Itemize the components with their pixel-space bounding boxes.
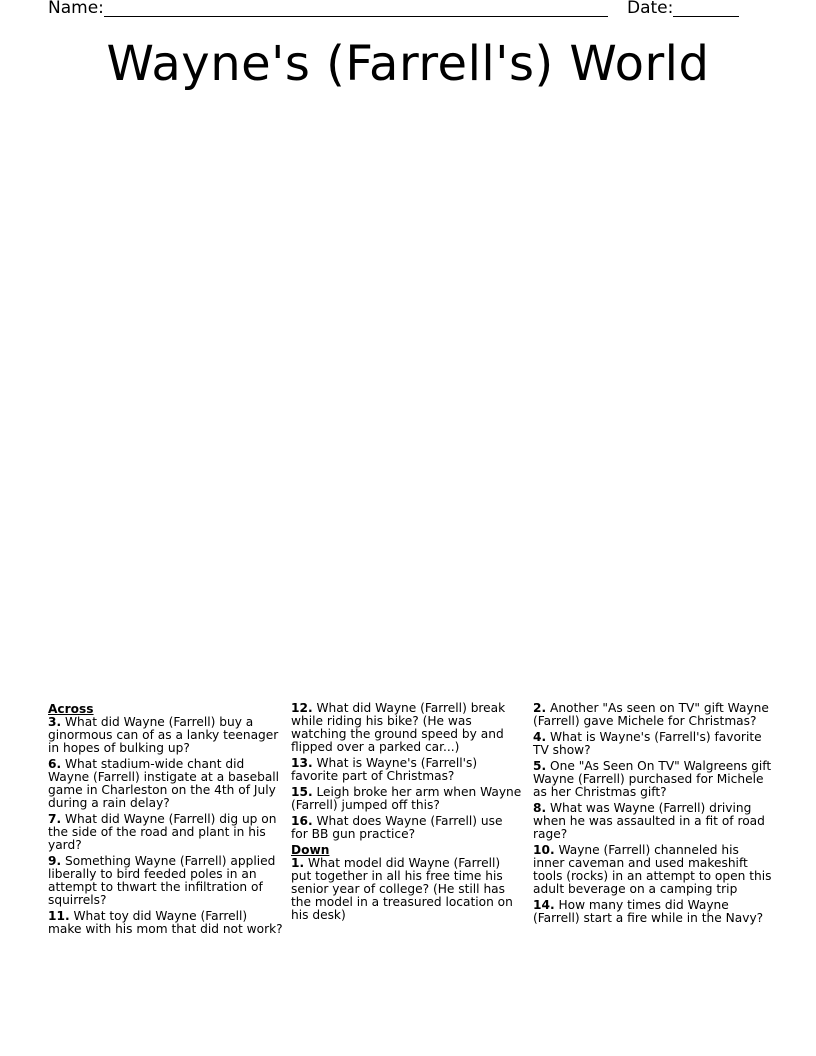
clue-column-3 <box>533 702 773 928</box>
clue-across-7: 7. What did Wayne (Farrell) dig up on the side of the road and plant in his yard? <box>48 812 277 852</box>
name-label: Name: <box>48 0 104 18</box>
across-heading: Across <box>48 702 94 716</box>
clue-across-12: 12. What did Wayne (Farrell) break while riding his bike? (He was watching the ground speed by and flipped over a parked car...) <box>291 701 506 754</box>
clue-down-1: 1. What model did Wayne (Farrell) put together in all his free time his senior year of college? (He still has the model in a treasured location on his desk) <box>291 856 513 922</box>
clue-down-10: 10. Wayne (Farrell) channeled his inner caveman and used makeshift tools (rocks) in an attempt to open this adult beverage on a camping trip <box>533 843 772 896</box>
clue-across-9: 9. Something Wayne (Farrell) applied liberally to bird feeded poles in an attempt to thwart the infiltration of squirrels? <box>48 854 276 907</box>
clue-across-3: 3. What did Wayne (Farrell) buy a ginormous can of as a lanky teenager in hopes of bulking up? <box>48 715 279 755</box>
puzzle-title: Wayne's (Farrell's) World <box>106 36 710 92</box>
clue-down-4: 4. What is Wayne's (Farrell's) favorite TV show? <box>533 730 762 757</box>
date-label: Date: <box>627 0 674 18</box>
down-heading: Down <box>291 843 330 857</box>
clue-column-2 <box>291 702 523 925</box>
clue-down-14: 14. How many times did Wayne (Farrell) start a fire while in the Navy? <box>533 898 764 925</box>
clue-down-8: 8. What was Wayne (Farrell) driving when he was assaulted in a fit of road rage? <box>533 801 765 841</box>
clue-across-13: 13. What is Wayne's (Farrell's) favorite part of Christmas? <box>291 756 478 783</box>
clue-across-11: 11. What toy did Wayne (Farrell) make with his mom that did not work? <box>48 909 283 936</box>
clue-across-6: 6. What stadium-wide chant did Wayne (Farrell) instigate at a baseball game in Charleston on the 4th of July during a rain delay? <box>48 757 280 810</box>
clue-down-5: 5. One "As Seen On TV" Walgreens gift Wayne (Farrell) purchased for Michele as her Christmas gift? <box>533 759 772 799</box>
clue-column-1 <box>48 702 284 939</box>
clue-across-16: 16. What does Wayne (Farrell) use for BB gun practice? <box>291 814 503 841</box>
clue-down-2: 2. Another "As seen on TV" gift Wayne (Farrell) gave Michele for Christmas? <box>533 701 769 728</box>
clue-across-15: 15. Leigh broke her arm when Wayne (Farrell) jumped off this? <box>291 785 522 812</box>
